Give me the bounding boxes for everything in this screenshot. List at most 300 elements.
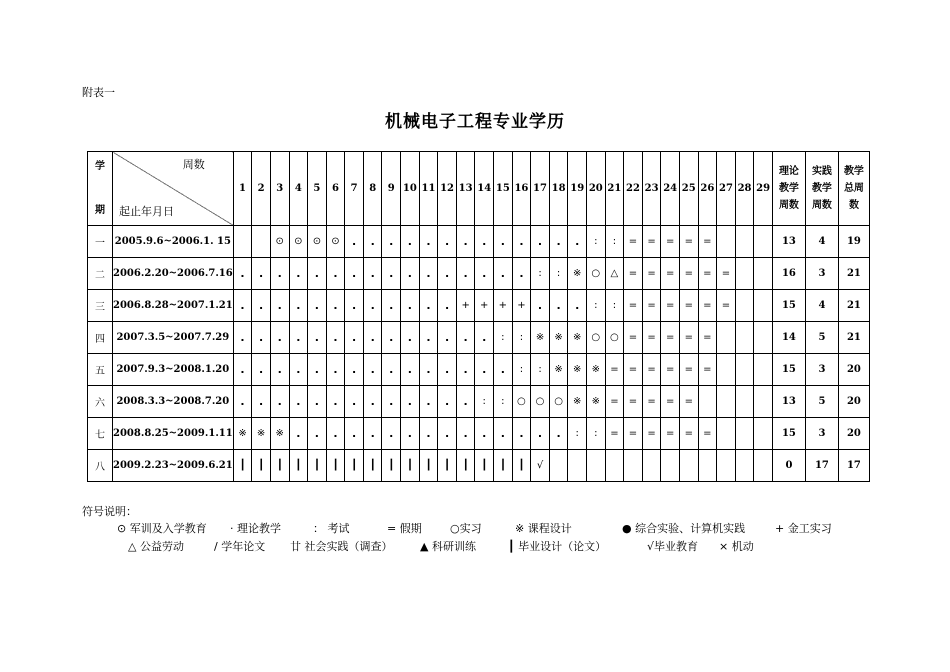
- week-cell: [754, 386, 773, 418]
- header-week-23: 23: [642, 152, 661, 226]
- week-cell: .: [456, 226, 475, 258]
- week-cell: .: [233, 290, 252, 322]
- week-cell: =: [624, 258, 643, 290]
- date-range-cell: 2009.2.23~2009.6.21: [113, 450, 234, 482]
- legend-item: 廿 社会实践（调查）: [290, 540, 393, 553]
- week-cell: .: [345, 290, 364, 322]
- week-cell: ※: [233, 418, 252, 450]
- header-practice-weeks: 实践 教学 周数: [805, 152, 838, 226]
- week-cell: .: [456, 386, 475, 418]
- week-cell: :: [475, 386, 494, 418]
- legend-title: 符号说明：: [82, 505, 137, 518]
- week-cell: ※: [568, 354, 587, 386]
- header-week-27: 27: [717, 152, 736, 226]
- legend-item: √毕业教育: [647, 540, 699, 553]
- week-cell: ┃: [382, 450, 401, 482]
- week-cell: =: [605, 386, 624, 418]
- week-cell: :: [494, 322, 513, 354]
- week-cell: =: [661, 226, 680, 258]
- week-cell: √: [531, 450, 550, 482]
- semester-cell: 七: [88, 418, 113, 450]
- theory-weeks-cell: 15: [772, 354, 805, 386]
- week-cell: ※: [252, 418, 271, 450]
- week-cell: .: [233, 386, 252, 418]
- header-week-5: 5: [308, 152, 327, 226]
- legend-item: / 学年论文: [214, 540, 266, 553]
- week-cell: [735, 258, 754, 290]
- week-cell: :: [587, 418, 606, 450]
- week-cell: .: [363, 322, 382, 354]
- header-week-14: 14: [475, 152, 494, 226]
- week-cell: =: [679, 386, 698, 418]
- week-cell: =: [679, 354, 698, 386]
- week-cell: .: [382, 258, 401, 290]
- week-cell: +: [494, 290, 513, 322]
- week-cell: .: [308, 386, 327, 418]
- week-cell: .: [326, 418, 345, 450]
- legend-item: = 假期: [387, 522, 422, 535]
- table-row: [88, 386, 870, 418]
- week-cell: =: [642, 386, 661, 418]
- week-cell: .: [419, 354, 438, 386]
- week-cell: =: [642, 354, 661, 386]
- header-week-6: 6: [326, 152, 345, 226]
- week-cell: ┃: [345, 450, 364, 482]
- week-cell: .: [308, 322, 327, 354]
- legend-item: ○实习: [450, 522, 482, 535]
- week-cell: =: [624, 290, 643, 322]
- header-week-26: 26: [698, 152, 717, 226]
- week-cell: .: [456, 322, 475, 354]
- total-weeks-cell: 20: [838, 418, 869, 450]
- header-week-8: 8: [363, 152, 382, 226]
- header-diagonal-cell: [113, 152, 234, 226]
- header-week-label: 周数: [182, 158, 205, 171]
- week-cell: [735, 386, 754, 418]
- week-cell: .: [438, 290, 457, 322]
- week-cell: [735, 450, 754, 482]
- theory-weeks-cell: 15: [772, 418, 805, 450]
- week-cell: =: [661, 258, 680, 290]
- week-cell: =: [605, 418, 624, 450]
- week-cell: ○: [512, 386, 531, 418]
- table-row: [88, 450, 870, 482]
- week-cell: .: [438, 258, 457, 290]
- table-row: [88, 290, 870, 322]
- week-cell: .: [308, 354, 327, 386]
- week-cell: ※: [568, 258, 587, 290]
- week-cell: ┃: [363, 450, 382, 482]
- week-cell: [698, 450, 717, 482]
- week-cell: .: [345, 386, 364, 418]
- week-cell: =: [624, 354, 643, 386]
- header-week-16: 16: [512, 152, 531, 226]
- week-cell: .: [401, 226, 420, 258]
- week-cell: .: [326, 290, 345, 322]
- header-week-18: 18: [549, 152, 568, 226]
- week-cell: .: [270, 354, 289, 386]
- week-cell: ┃: [512, 450, 531, 482]
- date-range-cell: 2008.8.25~2009.1.11: [113, 418, 234, 450]
- theory-weeks-cell: 15: [772, 290, 805, 322]
- week-cell: ⊙: [289, 226, 308, 258]
- header-week-21: 21: [605, 152, 624, 226]
- week-cell: .: [289, 418, 308, 450]
- week-cell: [717, 418, 736, 450]
- week-cell: =: [698, 322, 717, 354]
- week-cell: .: [494, 418, 513, 450]
- week-cell: [568, 450, 587, 482]
- week-cell: .: [345, 258, 364, 290]
- week-cell: .: [252, 354, 271, 386]
- legend-item: × 机动: [719, 540, 754, 553]
- week-cell: ○: [605, 322, 624, 354]
- week-cell: ┃: [494, 450, 513, 482]
- header-week-13: 13: [456, 152, 475, 226]
- legend-item: + 金工实习: [775, 522, 832, 535]
- week-cell: ┃: [326, 450, 345, 482]
- week-cell: .: [382, 290, 401, 322]
- week-cell: .: [512, 226, 531, 258]
- week-cell: .: [382, 386, 401, 418]
- week-cell: ⊙: [326, 226, 345, 258]
- week-cell: :: [587, 226, 606, 258]
- table-row: [88, 226, 870, 258]
- practice-weeks-cell: 5: [805, 386, 838, 418]
- week-cell: +: [512, 290, 531, 322]
- week-cell: =: [605, 354, 624, 386]
- week-cell: .: [568, 226, 587, 258]
- semester-cell: 八: [88, 450, 113, 482]
- week-cell: .: [475, 354, 494, 386]
- header-week-22: 22: [624, 152, 643, 226]
- week-cell: .: [438, 386, 457, 418]
- header-week-25: 25: [679, 152, 698, 226]
- total-weeks-cell: 21: [838, 290, 869, 322]
- semester-cell: 三: [88, 290, 113, 322]
- week-cell: ┃: [401, 450, 420, 482]
- week-cell: [252, 226, 271, 258]
- week-cell: [698, 386, 717, 418]
- practice-weeks-cell: 5: [805, 322, 838, 354]
- week-cell: =: [717, 258, 736, 290]
- week-cell: .: [419, 258, 438, 290]
- week-cell: =: [679, 258, 698, 290]
- header-date-label: 起止年月日: [119, 205, 174, 218]
- week-cell: .: [363, 258, 382, 290]
- week-cell: .: [345, 354, 364, 386]
- legend-item: ┃ 毕业设计（论文）: [508, 540, 607, 553]
- week-cell: =: [698, 418, 717, 450]
- week-cell: ┃: [419, 450, 438, 482]
- week-cell: .: [419, 386, 438, 418]
- header-total-weeks: 教学 总周 数: [838, 152, 869, 226]
- week-cell: △: [605, 258, 624, 290]
- week-cell: .: [456, 258, 475, 290]
- week-cell: .: [345, 418, 364, 450]
- week-cell: ┃: [438, 450, 457, 482]
- week-cell: .: [382, 354, 401, 386]
- week-cell: ⊙: [308, 226, 327, 258]
- week-cell: =: [661, 322, 680, 354]
- week-cell: =: [642, 226, 661, 258]
- header-week-29: 29: [754, 152, 773, 226]
- practice-weeks-cell: 3: [805, 258, 838, 290]
- practice-weeks-cell: 4: [805, 226, 838, 258]
- total-weeks-cell: 20: [838, 386, 869, 418]
- week-cell: .: [494, 226, 513, 258]
- week-cell: =: [698, 354, 717, 386]
- theory-weeks-cell: 13: [772, 386, 805, 418]
- header-week-9: 9: [382, 152, 401, 226]
- header-week-1: 1: [233, 152, 252, 226]
- week-cell: [549, 450, 568, 482]
- week-cell: :: [531, 354, 550, 386]
- week-cell: .: [270, 290, 289, 322]
- week-cell: .: [382, 418, 401, 450]
- theory-weeks-cell: 14: [772, 322, 805, 354]
- week-cell: ┃: [456, 450, 475, 482]
- header-week-24: 24: [661, 152, 680, 226]
- week-cell: .: [308, 290, 327, 322]
- week-cell: .: [270, 258, 289, 290]
- week-cell: .: [475, 322, 494, 354]
- week-cell: [717, 322, 736, 354]
- week-cell: .: [456, 354, 475, 386]
- legend-item: △ 公益劳动: [128, 540, 184, 553]
- header-semester: 学 期: [88, 152, 113, 226]
- week-cell: .: [233, 322, 252, 354]
- semester-cell: 四: [88, 322, 113, 354]
- date-range-cell: 2008.3.3~2008.7.20: [113, 386, 234, 418]
- header-week-17: 17: [531, 152, 550, 226]
- week-cell: [754, 450, 773, 482]
- week-cell: .: [438, 418, 457, 450]
- week-cell: :: [494, 386, 513, 418]
- week-cell: .: [419, 418, 438, 450]
- week-cell: +: [475, 290, 494, 322]
- header-week-20: 20: [587, 152, 606, 226]
- header-week-2: 2: [252, 152, 271, 226]
- appendix-label: 附表一: [82, 86, 115, 99]
- week-cell: =: [642, 322, 661, 354]
- week-cell: .: [401, 258, 420, 290]
- week-cell: :: [587, 290, 606, 322]
- legend-item: ⊙ 军训及入学教育: [117, 522, 207, 535]
- week-cell: .: [475, 418, 494, 450]
- week-cell: =: [624, 386, 643, 418]
- week-cell: .: [326, 354, 345, 386]
- week-cell: ○: [531, 386, 550, 418]
- week-cell: [717, 386, 736, 418]
- week-cell: .: [401, 354, 420, 386]
- week-cell: .: [289, 354, 308, 386]
- week-cell: .: [252, 258, 271, 290]
- semester-cell: 二: [88, 258, 113, 290]
- page-title: 机械电子工程专业学历: [385, 112, 565, 132]
- week-cell: ┃: [475, 450, 494, 482]
- week-cell: :: [531, 258, 550, 290]
- week-cell: ○: [587, 322, 606, 354]
- theory-weeks-cell: 16: [772, 258, 805, 290]
- week-cell: .: [512, 418, 531, 450]
- week-cell: :: [605, 290, 624, 322]
- week-cell: =: [624, 226, 643, 258]
- week-cell: .: [363, 386, 382, 418]
- week-cell: .: [401, 418, 420, 450]
- week-cell: .: [289, 322, 308, 354]
- week-cell: :: [549, 258, 568, 290]
- week-cell: =: [698, 226, 717, 258]
- week-cell: .: [233, 354, 252, 386]
- semester-cell: 一: [88, 226, 113, 258]
- week-cell: [605, 450, 624, 482]
- week-cell: ※: [587, 386, 606, 418]
- week-cell: .: [401, 322, 420, 354]
- date-range-cell: 2006.2.20~2006.7.16: [113, 258, 234, 290]
- week-cell: .: [419, 290, 438, 322]
- week-cell: .: [549, 226, 568, 258]
- practice-weeks-cell: 17: [805, 450, 838, 482]
- week-cell: .: [456, 418, 475, 450]
- theory-weeks-cell: 0: [772, 450, 805, 482]
- week-cell: .: [531, 290, 550, 322]
- week-cell: .: [382, 322, 401, 354]
- week-cell: .: [531, 226, 550, 258]
- week-cell: .: [494, 354, 513, 386]
- week-cell: .: [512, 258, 531, 290]
- week-cell: .: [289, 290, 308, 322]
- week-cell: [754, 290, 773, 322]
- header-week-19: 19: [568, 152, 587, 226]
- legend-item: ： 考试: [313, 522, 350, 535]
- week-cell: =: [642, 290, 661, 322]
- week-cell: .: [419, 226, 438, 258]
- week-cell: [717, 450, 736, 482]
- table-row: [88, 258, 870, 290]
- semester-cell: 六: [88, 386, 113, 418]
- week-cell: =: [642, 258, 661, 290]
- week-cell: ※: [531, 322, 550, 354]
- week-cell: ○: [587, 258, 606, 290]
- week-cell: =: [679, 322, 698, 354]
- practice-weeks-cell: 4: [805, 290, 838, 322]
- week-cell: [754, 322, 773, 354]
- week-cell: =: [698, 258, 717, 290]
- week-cell: =: [661, 418, 680, 450]
- week-cell: .: [326, 386, 345, 418]
- date-range-cell: 2007.3.5~2007.7.29: [113, 322, 234, 354]
- week-cell: =: [661, 354, 680, 386]
- date-range-cell: 2007.9.3~2008.1.20: [113, 354, 234, 386]
- week-cell: .: [289, 258, 308, 290]
- week-cell: .: [438, 354, 457, 386]
- week-cell: .: [438, 226, 457, 258]
- week-cell: [754, 354, 773, 386]
- week-cell: .: [363, 354, 382, 386]
- week-cell: ※: [270, 418, 289, 450]
- week-cell: ┃: [270, 450, 289, 482]
- week-cell: [735, 354, 754, 386]
- week-cell: .: [345, 226, 364, 258]
- week-cell: [679, 450, 698, 482]
- theory-weeks-cell: 13: [772, 226, 805, 258]
- week-cell: ┃: [308, 450, 327, 482]
- week-cell: =: [624, 322, 643, 354]
- header-theory-weeks: 理论 教学 周数: [772, 152, 805, 226]
- practice-weeks-cell: 3: [805, 354, 838, 386]
- week-cell: .: [438, 322, 457, 354]
- week-cell: :: [512, 322, 531, 354]
- week-cell: [735, 322, 754, 354]
- header-week-15: 15: [494, 152, 513, 226]
- total-weeks-cell: 19: [838, 226, 869, 258]
- week-cell: .: [549, 290, 568, 322]
- week-cell: .: [308, 418, 327, 450]
- week-cell: .: [308, 258, 327, 290]
- week-cell: [717, 354, 736, 386]
- week-cell: .: [475, 226, 494, 258]
- week-cell: [735, 290, 754, 322]
- week-cell: .: [252, 386, 271, 418]
- week-cell: .: [419, 322, 438, 354]
- week-cell: +: [456, 290, 475, 322]
- week-cell: .: [326, 322, 345, 354]
- week-cell: .: [494, 258, 513, 290]
- week-cell: ┃: [233, 450, 252, 482]
- week-cell: =: [661, 290, 680, 322]
- legend-item: · 理论教学: [230, 522, 281, 535]
- date-range-cell: 2005.9.6~2006.1. 15: [113, 226, 234, 258]
- week-cell: .: [252, 322, 271, 354]
- header-week-7: 7: [345, 152, 364, 226]
- week-cell: ※: [549, 322, 568, 354]
- week-cell: :: [605, 226, 624, 258]
- week-cell: :: [512, 354, 531, 386]
- week-cell: .: [363, 418, 382, 450]
- week-cell: .: [401, 386, 420, 418]
- academic-calendar-table: [87, 151, 870, 482]
- total-weeks-cell: 20: [838, 354, 869, 386]
- week-cell: ※: [568, 386, 587, 418]
- week-cell: ┃: [289, 450, 308, 482]
- week-cell: ※: [568, 322, 587, 354]
- table-row: [88, 322, 870, 354]
- week-cell: =: [642, 418, 661, 450]
- week-cell: [233, 226, 252, 258]
- header-week-10: 10: [401, 152, 420, 226]
- week-cell: :: [568, 418, 587, 450]
- week-cell: ※: [549, 354, 568, 386]
- week-cell: ┃: [252, 450, 271, 482]
- week-cell: .: [382, 226, 401, 258]
- total-weeks-cell: 21: [838, 258, 869, 290]
- week-cell: .: [531, 418, 550, 450]
- date-range-cell: 2006.8.28~2007.1.21: [113, 290, 234, 322]
- week-cell: [717, 226, 736, 258]
- week-cell: ※: [587, 354, 606, 386]
- week-cell: [754, 418, 773, 450]
- week-cell: .: [270, 322, 289, 354]
- week-cell: .: [401, 290, 420, 322]
- week-cell: =: [679, 290, 698, 322]
- header-week-4: 4: [289, 152, 308, 226]
- week-cell: =: [624, 418, 643, 450]
- week-cell: [735, 418, 754, 450]
- header-week-3: 3: [270, 152, 289, 226]
- table-row: [88, 418, 870, 450]
- week-cell: .: [289, 386, 308, 418]
